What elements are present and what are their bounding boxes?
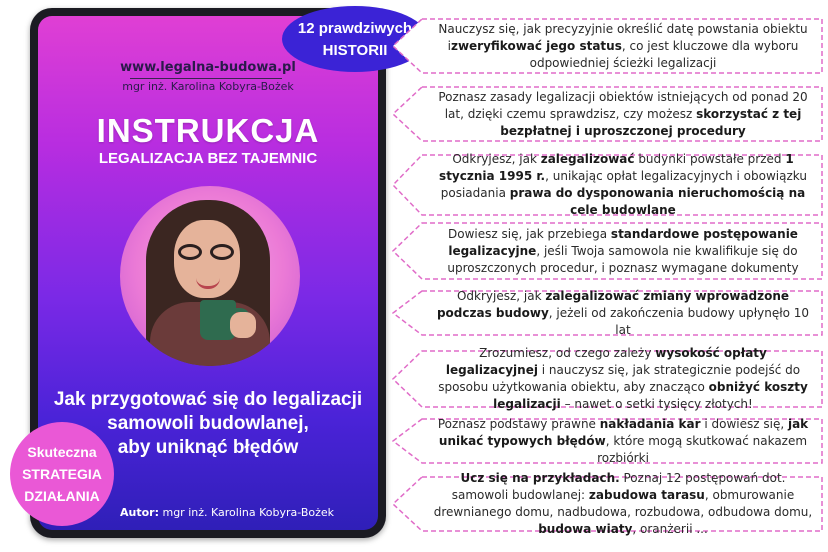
callout-highlight: standardowe postępowanie legalizacyjne [448, 226, 798, 258]
badge-line: Skuteczna [27, 444, 97, 460]
callout-segment: , unikając opłat legalizacyjnych i obowiązku posiadania [440, 169, 807, 200]
badge-line: HISTORII [322, 42, 388, 59]
callout-text [432, 346, 814, 411]
cover-subtitle: LEGALIZACJA BEZ TAJEMNIC [98, 150, 318, 167]
callout-segment: i dowiesz się, [700, 416, 788, 431]
callout-segment: – nawet o setki tysięcy złotych! [560, 397, 753, 411]
callout-segment: , oranżerii ... [632, 522, 708, 536]
callout-segment: Poznasz podstawy prawne [437, 416, 600, 431]
callout-highlight: zweryfikować jego status [450, 38, 622, 53]
callout-segment: , jeśli Twoja samowola nie kwalifikuje się do uproszczonych procedur, i poznasz wymagane dokumenty [447, 243, 799, 275]
callout-highlight: budowa wiaty [538, 522, 633, 536]
author-label: Autor: [120, 506, 159, 519]
callout-text [432, 418, 814, 464]
benefit-callout [392, 86, 824, 142]
benefit-callout [392, 418, 824, 464]
benefit-callout [392, 18, 824, 74]
callout-segment: i nauczysz się, jak strategicznie podejść do sposobu użytkowania obiektu, aby znacząco [438, 363, 801, 394]
callout-segment: Zrozumiesz, od czego zależy [479, 346, 656, 360]
website-url[interactable]: www.legalna-budowa.pl [120, 60, 296, 75]
portrait-hand [230, 312, 256, 338]
benefit-callout [392, 290, 824, 336]
callout-highlight: 1 stycznia 1995 r. [439, 152, 794, 183]
callout-highlight: skorzystać z tej bezpłatnej i uproszczonej procedury [500, 106, 802, 138]
callout-highlight: Ucz się na przykładach. [460, 471, 620, 485]
headline-line: samowoli budowlanej, [107, 413, 309, 434]
headline-line: Jak przygotować się do legalizacji [53, 389, 363, 410]
callout-text [432, 290, 814, 336]
callout-text [432, 18, 814, 74]
badge-line: DZIAŁANIA [24, 488, 100, 504]
author-portrait [120, 186, 300, 366]
callout-text [432, 471, 814, 536]
benefit-callout [392, 154, 824, 216]
callout-segment: Nauczysz się, jak precyzyjnie określić datę powstania obiektu i [438, 21, 808, 53]
callout-highlight: zabudowa tarasu [588, 488, 705, 502]
callout-segment: Odkryjesz, jak [456, 288, 546, 303]
callout-highlight: zalegalizować [540, 152, 635, 166]
callout-segment: , jeżeli od zakończenia budowy upłynęło 10 lat [548, 305, 810, 337]
headline-line: aby uniknąć błędów [117, 437, 299, 458]
callout-highlight: prawa do dysponowania nieruchomością na cele budowlane [509, 186, 806, 217]
callout-segment: , które mogą skutkować nakazem rozbiórki [597, 433, 808, 465]
callout-segment: Poznaj 12 postępowań dot. samowoli budowlanej: [451, 471, 786, 502]
callout-segment: Dowiesz się, jak przebiega [448, 226, 611, 241]
benefit-callout [392, 222, 824, 280]
callout-segment: Poznasz zasady legalizacji obiektów istniejących od ponad 20 lat, dzięki czemu sprawdzisz, czy możesz [438, 89, 808, 121]
callout-highlight: zalegalizować zmiany wprowadzone podczas budowy [436, 288, 790, 320]
callout-highlight: obniżyć koszty legalizacji [493, 380, 808, 411]
cover-title: INSTRUKCJA [96, 112, 320, 149]
benefit-callout [392, 471, 824, 536]
callout-segment: , co jest kluczowe dla wyboru odpowiedniej ścieżki legalizacji [529, 38, 799, 70]
benefit-callout [392, 346, 824, 411]
badge-line: 12 prawdziwych [297, 20, 413, 37]
callout-highlight: jak unikać typowych błędów [438, 416, 809, 448]
author-name: mgr inż. Karolina Kobyra-Bożek [162, 506, 335, 519]
callout-segment: , obmurowanie drewnianego domu, nadbudowa, rozbudowa, odbudowa domu, [433, 488, 813, 519]
glasses-icon [178, 244, 238, 262]
callout-segment: Odkryjesz, jak [452, 152, 541, 166]
callout-segment: budynki powstałe przed [634, 152, 786, 166]
author-top: mgr inż. Karolina Kobyra-Bożek [122, 80, 294, 93]
callout-text [432, 222, 814, 280]
badge-line: STRATEGIA [22, 466, 102, 482]
author-bottom [120, 506, 334, 519]
callout-text [432, 86, 814, 142]
callout-highlight: wysokość opłaty legalizacyjnej [445, 346, 767, 377]
strategy-badge [10, 422, 114, 526]
callout-text [432, 154, 814, 216]
url-underline [130, 78, 282, 79]
callout-highlight: nakładania kar [599, 416, 701, 431]
